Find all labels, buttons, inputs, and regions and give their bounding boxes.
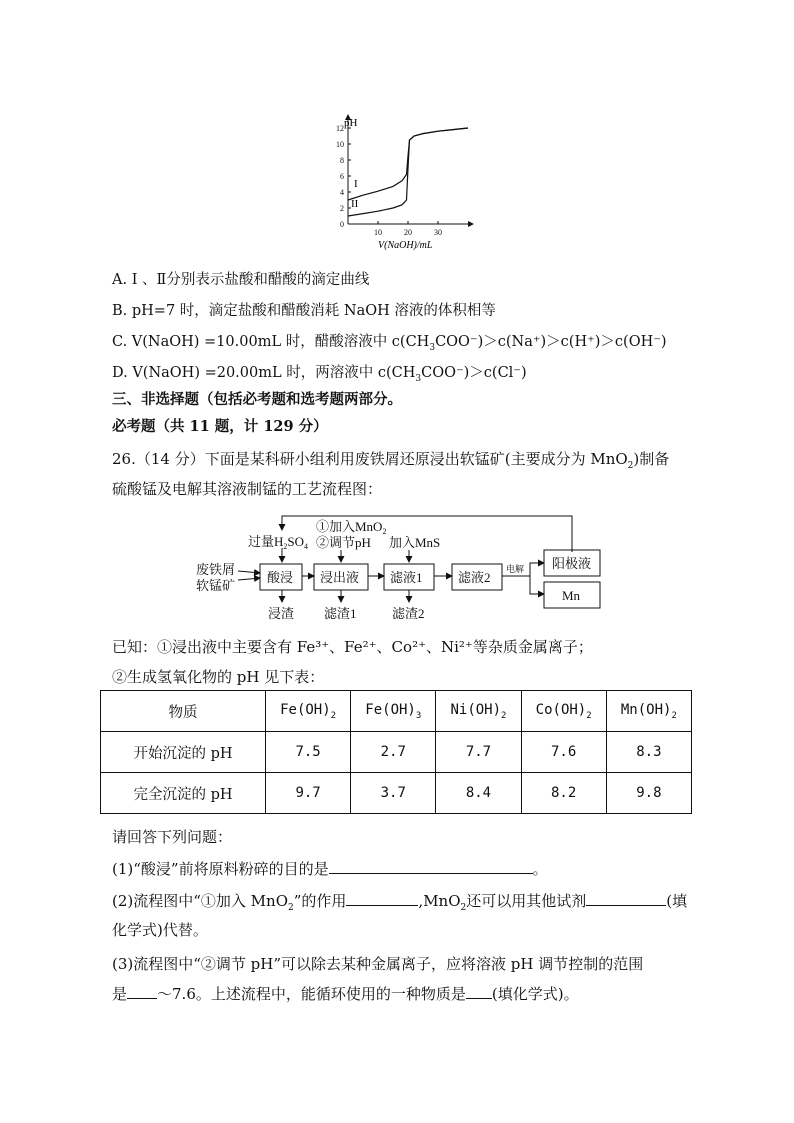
titration-chart xyxy=(320,110,480,252)
table-cell: 8.4 xyxy=(436,773,521,814)
question-3-line2 xyxy=(112,983,579,1004)
q2-sub2: 2 xyxy=(460,903,467,913)
option-d-pre: D. V(NaOH) =20.00mL 时，两溶液中 c(CH xyxy=(112,365,416,381)
q3-pre: 是 xyxy=(112,985,128,1003)
flow-box5-label: 阳极液 xyxy=(552,556,592,571)
table-cell: 7.7 xyxy=(436,732,521,773)
table-header: $Fe(OH)_2$ xyxy=(266,691,351,732)
flow-step2: ②调节pH xyxy=(316,535,371,550)
q26-line1 xyxy=(112,448,669,471)
table-row-label: 开始沉淀的 pH xyxy=(101,732,266,773)
table-header: $Ni(OH)_2$ xyxy=(436,691,521,732)
table-cell: 7.6 xyxy=(521,732,606,773)
y-tick-label: 8 xyxy=(340,156,344,165)
y-tick-label: 6 xyxy=(340,172,344,181)
question-3: (3)流程图中“②调节 pH”可以除去某种金属离子，应将溶液 pH 调节控制的范围 xyxy=(112,955,644,973)
q2-end: (填 xyxy=(666,892,688,910)
question-1 xyxy=(112,858,548,879)
answer-prompt: 请回答下列问题： xyxy=(112,828,233,846)
table-row xyxy=(101,732,692,773)
known-2: ②生成氢氧化物的 pH 见下表： xyxy=(112,668,325,686)
option-a: A. Ⅰ 、Ⅱ分别表示盐酸和醋酸的滴定曲线 xyxy=(112,272,370,288)
flow-box4-label: 滤液2 xyxy=(458,570,491,585)
process-flow-diagram xyxy=(190,508,610,630)
answer-blank[interactable] xyxy=(329,859,533,874)
arrow-input1 xyxy=(238,571,260,573)
series-line-ii xyxy=(348,128,468,216)
q1-end: 。 xyxy=(532,860,548,878)
q3-end: (填化学式)。 xyxy=(491,985,579,1003)
q26-line1-pre: 26.（14 分）下面是某科研小组利用废铁屑还原浸出软锰矿(主要成分为 MnO xyxy=(112,450,628,468)
section-heading: 三、非选择题（包括必考题和选考题两部分。 xyxy=(112,391,402,408)
table-cell: 8.3 xyxy=(606,732,691,773)
flow-input1: 废铁屑 xyxy=(196,562,236,577)
series-label-i: I xyxy=(354,178,358,190)
flow-box3-label: 滤液1 xyxy=(390,570,423,585)
q1-text: (1)“酸浸”前将原料粉碎的目的是 xyxy=(112,860,329,878)
flow-step1: ①加入MnO$_2$ xyxy=(316,519,387,536)
table-cell: 9.8 xyxy=(606,773,691,814)
y-tick-label: 0 xyxy=(340,220,344,229)
table-header: $Mn(OH)_2$ xyxy=(606,691,691,732)
flow-electrolysis: 电解 xyxy=(506,564,525,574)
option-d-sub: 3 xyxy=(415,373,422,384)
y-tick-label: 12 xyxy=(336,124,344,133)
option-c-pre: C. V(NaOH) =10.00mL 时，醋酸溶液中 c(CH xyxy=(112,334,430,350)
question-2-line2: 化学式)代替。 xyxy=(112,921,208,939)
table-cell: 7.5 xyxy=(266,732,351,773)
y-tick-label: 10 xyxy=(336,140,344,149)
option-c-post: COO⁻)＞c(Na⁺)＞c(H⁺)＞c(OH⁻) xyxy=(435,334,667,350)
q2-mid3: 还可以用其他试剂 xyxy=(466,892,587,910)
option-d-post: COO⁻)＞c(Cl⁻) xyxy=(421,365,527,381)
table-header: 物质 xyxy=(101,691,266,732)
table-cell: 8.2 xyxy=(521,773,606,814)
flow-residue3: 滤渣2 xyxy=(392,606,425,621)
y-tick-label: 4 xyxy=(340,188,344,197)
flow-reagent1: 过量$H_2SO_4$ xyxy=(248,534,309,551)
question-2 xyxy=(112,890,687,913)
x-tick-label: 20 xyxy=(404,228,412,237)
q3-mid: ～7.6。上述流程中，能循环使用的一种物质是 xyxy=(157,985,466,1003)
table-cell: 9.7 xyxy=(266,773,351,814)
flow-reagent3: 加入MnS xyxy=(389,535,441,550)
table-row-label: 完全沉淀的 pH xyxy=(101,773,266,814)
answer-blank[interactable] xyxy=(586,891,666,906)
y-axis-label: pH xyxy=(344,117,358,129)
y-tick-label: 2 xyxy=(340,204,344,213)
arrow-input2 xyxy=(238,578,260,580)
q2-mid2: ,MnO xyxy=(418,892,461,910)
q26-sub: 2 xyxy=(627,461,634,471)
table-header: $Fe(OH)_3$ xyxy=(351,691,436,732)
q26-line1-post: )制备 xyxy=(633,450,670,468)
flow-input2: 软锰矿 xyxy=(196,578,236,593)
flow-box1-label: 酸浸 xyxy=(267,570,294,585)
x-axis-label: V(NaOH)/mL xyxy=(378,240,433,251)
q2-sub: 2 xyxy=(288,903,294,913)
arrow-to-anode xyxy=(530,563,544,576)
flow-residue2: 滤渣1 xyxy=(324,606,357,621)
option-c-sub: 3 xyxy=(429,342,436,353)
q2-mid: ”的作用 xyxy=(293,892,347,910)
option-c xyxy=(112,330,667,353)
series-label-ii: II xyxy=(351,198,359,210)
flow-box6-label: Mn xyxy=(562,588,581,603)
answer-blank[interactable] xyxy=(346,891,418,906)
q2-text: (2)流程图中“①加入 MnO xyxy=(112,892,289,910)
x-tick-label: 10 xyxy=(374,228,382,237)
answer-blank[interactable] xyxy=(466,984,492,999)
option-d xyxy=(112,361,527,384)
x-axis-arrow xyxy=(468,221,474,227)
hydroxide-ph-table xyxy=(100,690,692,814)
table-cell: 2.7 xyxy=(351,732,436,773)
x-tick-label: 30 xyxy=(434,228,442,237)
required-heading: 必考题（共 11 题，计 129 分） xyxy=(112,418,328,435)
q26-line2: 硫酸锰及电解其溶液制锰的工艺流程图： xyxy=(112,480,383,498)
table-header: $Co(OH)_2$ xyxy=(521,691,606,732)
option-b: B. pH=7 时，滴定盐酸和醋酸消耗 NaOH 溶液的体积相等 xyxy=(112,303,496,319)
flow-residue1: 浸渣 xyxy=(268,606,295,621)
table-row xyxy=(101,773,692,814)
table-cell: 3.7 xyxy=(351,773,436,814)
table-header-row xyxy=(101,691,692,732)
known-1: 已知：①浸出液中主要含有 Fe³⁺、Fe²⁺、Co²⁺、Ni²⁺等杂质金属离子； xyxy=(112,638,593,656)
arrow-to-mn xyxy=(530,576,544,594)
answer-blank[interactable] xyxy=(127,984,157,999)
flow-box2-label: 浸出液 xyxy=(320,570,360,585)
